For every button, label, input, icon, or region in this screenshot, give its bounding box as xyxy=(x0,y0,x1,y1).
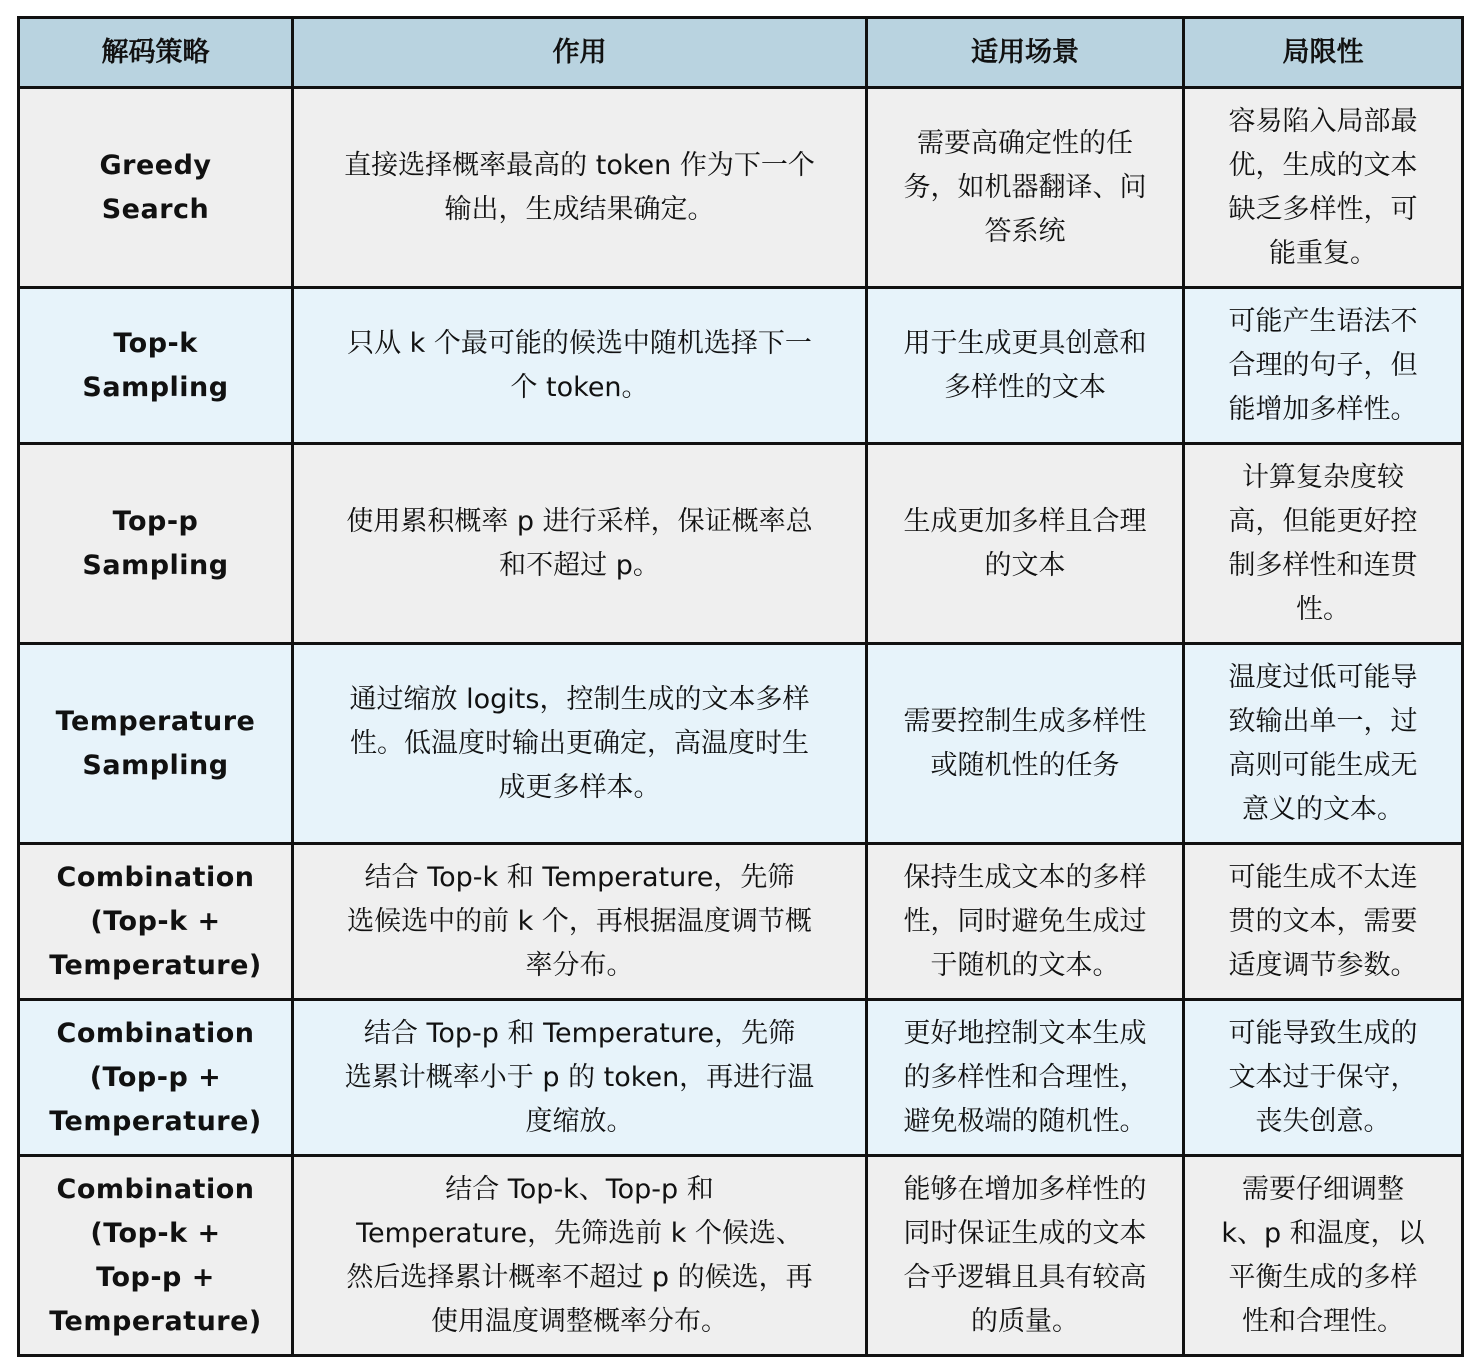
scenario-cell: 生成更加多样且合理 的文本 xyxy=(867,444,1184,644)
limitation-cell: 计算复杂度较 高，但能更好控 制多样性和连贯 性。 xyxy=(1184,444,1463,644)
scenario-cell: 更好地控制文本生成 的多样性和合理性， 避免极端的随机性。 xyxy=(867,1000,1184,1156)
scenario-cell: 保持生成文本的多样 性，同时避免生成过 于随机的文本。 xyxy=(867,844,1184,1000)
effect-cell: 结合 Top-k、Top-p 和 Temperature，先筛选前 k 个候选、 然后选择累计概率不超过 p 的候选，再 使用温度调整概率分布。 xyxy=(293,1156,867,1356)
header-limitation: 局限性 xyxy=(1184,18,1463,88)
effect-cell: 通过缩放 logits，控制生成的文本多样 性。低温度时输出更确定，高温度时生 成更多样本。 xyxy=(293,644,867,844)
header-strategy: 解码策略 xyxy=(19,18,293,88)
table-row xyxy=(19,1000,1463,1156)
table-row xyxy=(19,288,1463,444)
header-row xyxy=(19,18,1463,88)
table-row xyxy=(19,844,1463,1000)
scenario-cell: 需要控制生成多样性 或随机性的任务 xyxy=(867,644,1184,844)
strategy-cell: Top-p Sampling xyxy=(19,444,293,644)
limitation-cell: 可能产生语法不 合理的句子，但 能增加多样性。 xyxy=(1184,288,1463,444)
header-scenario: 适用场景 xyxy=(867,18,1184,88)
effect-cell: 直接选择概率最高的 token 作为下一个 输出，生成结果确定。 xyxy=(293,88,867,288)
effect-cell: 结合 Top-k 和 Temperature，先筛 选候选中的前 k 个，再根据温度调节概 率分布。 xyxy=(293,844,867,1000)
scenario-cell: 能够在增加多样性的 同时保证生成的文本 合乎逻辑且具有较高 的质量。 xyxy=(867,1156,1184,1356)
table-row xyxy=(19,1156,1463,1356)
strategy-cell: Combination (Top-p + Temperature) xyxy=(19,1000,293,1156)
limitation-cell: 容易陷入局部最 优，生成的文本 缺乏多样性，可 能重复。 xyxy=(1184,88,1463,288)
strategy-cell: Temperature Sampling xyxy=(19,644,293,844)
effect-cell: 使用累积概率 p 进行采样，保证概率总 和不超过 p。 xyxy=(293,444,867,644)
table-row xyxy=(19,444,1463,644)
scenario-cell: 用于生成更具创意和 多样性的文本 xyxy=(867,288,1184,444)
limitation-cell: 可能导致生成的 文本过于保守， 丧失创意。 xyxy=(1184,1000,1463,1156)
strategy-cell: Greedy Search xyxy=(19,88,293,288)
table-row xyxy=(19,88,1463,288)
strategy-cell: Combination (Top-k + Top-p + Temperature) xyxy=(19,1156,293,1356)
limitation-cell: 需要仔细调整 k、p 和温度，以 平衡生成的多样 性和合理性。 xyxy=(1184,1156,1463,1356)
limitation-cell: 温度过低可能导 致输出单一，过 高则可能生成无 意义的文本。 xyxy=(1184,644,1463,844)
scenario-cell: 需要高确定性的任 务，如机器翻译、问 答系统 xyxy=(867,88,1184,288)
strategy-cell: Combination (Top-k + Temperature) xyxy=(19,844,293,1000)
effect-cell: 只从 k 个最可能的候选中随机选择下一 个 token。 xyxy=(293,288,867,444)
effect-cell: 结合 Top-p 和 Temperature，先筛 选累计概率小于 p 的 token，再进行温 度缩放。 xyxy=(293,1000,867,1156)
table-row xyxy=(19,644,1463,844)
decoding-strategy-table xyxy=(17,16,1464,1357)
header-effect: 作用 xyxy=(293,18,867,88)
limitation-cell: 可能生成不太连 贯的文本，需要 适度调节参数。 xyxy=(1184,844,1463,1000)
strategy-cell: Top-k Sampling xyxy=(19,288,293,444)
